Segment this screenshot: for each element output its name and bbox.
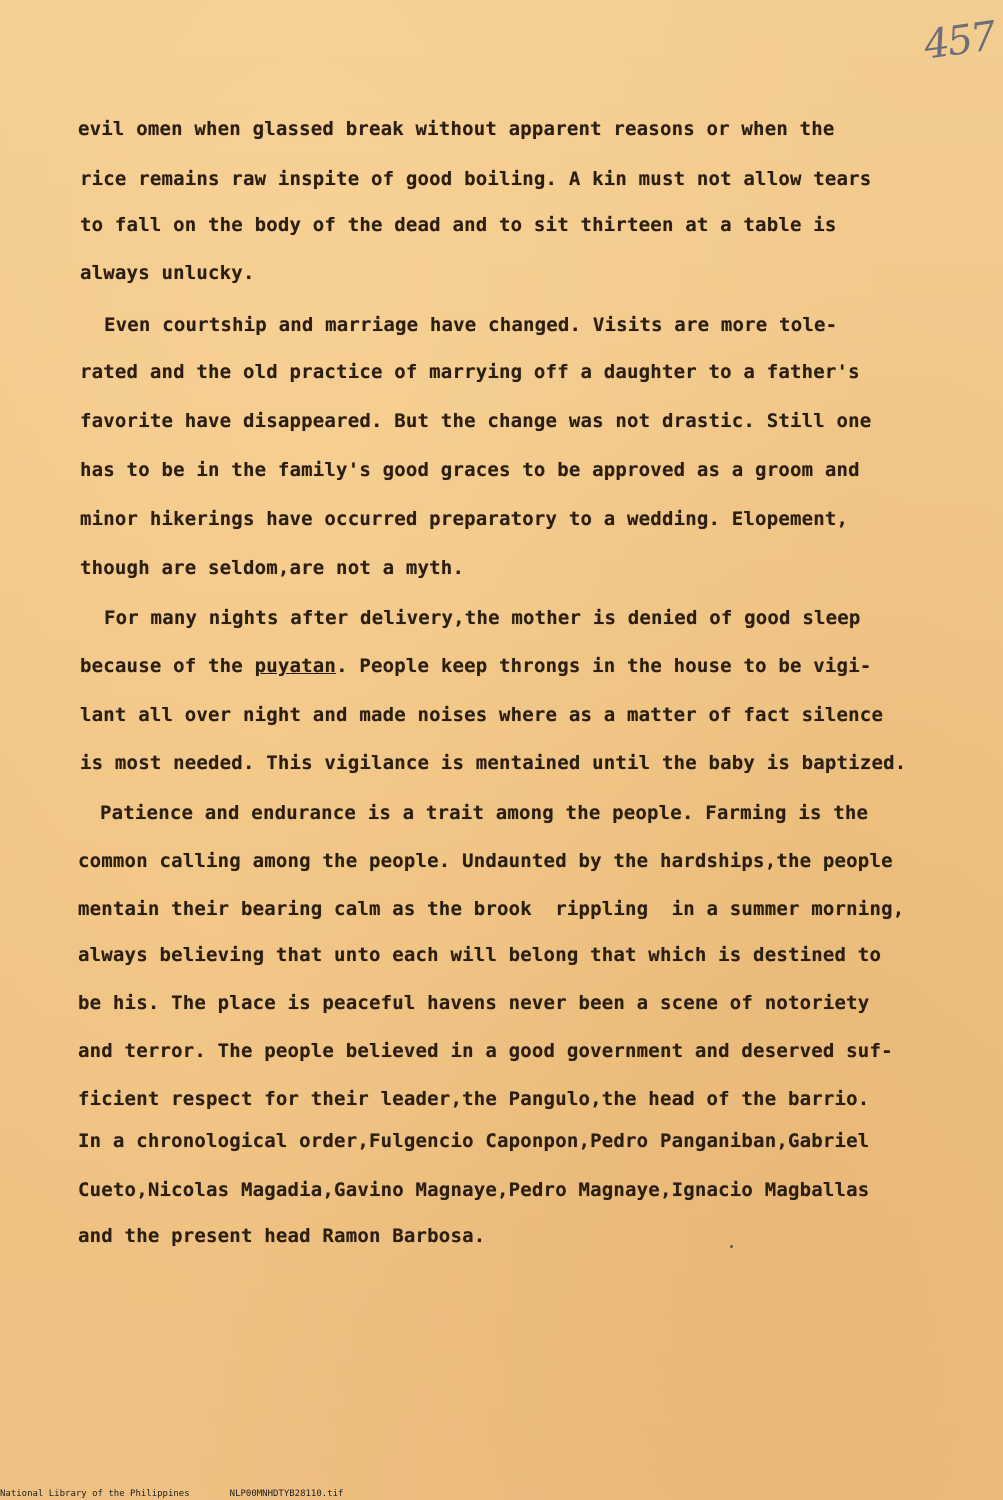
text-line-6: rated and the old practice of marrying off a daughter to a father's [80, 361, 860, 383]
text-line-11: For many nights after delivery,the mother is denied of good sleep [104, 607, 861, 629]
text-line-7: favorite have disappeared. But the change was not drastic. Still one [80, 410, 872, 432]
page-number: 457 [921, 13, 998, 69]
footer-file: NLP00MNHDTYB28110.tif [229, 1489, 344, 1499]
puyatan-word: puyatan [254, 655, 337, 677]
text-line-21: ficient respect for their leader,the Pangulo,the head of the barrio. [78, 1088, 870, 1110]
text-line-1: evil omen when glassed break without apparent reasons or when the [78, 118, 835, 140]
text-line-12-after: . People keep throngs in the house to be vigi- [336, 655, 872, 677]
text-line-9: minor hikerings have occurred preparatory to a wedding. Elopement, [80, 508, 849, 530]
text-line-18: always believing that unto each will belong that which is destined to [78, 944, 882, 966]
text-line-4: always unlucky. [80, 262, 255, 284]
footer-institution: National Library of the Philippines [0, 1489, 190, 1499]
text-line-14: is most needed. This vigilance is mentained until the baby is baptized. [80, 752, 907, 774]
text-line-5: Even courtship and marriage have changed. Visits are more tole- [104, 314, 838, 336]
text-line-20: and terror. The people believed in a good government and deserved suf- [78, 1040, 893, 1062]
text-line-24: and the present head Ramon Barbosa. [78, 1225, 486, 1247]
text-line-2: rice remains raw inspite of good boiling. A kin must not allow tears [80, 168, 872, 190]
text-line-12 [80, 655, 871, 677]
text-line-15: Patience and endurance is a trait among the people. Farming is the [100, 802, 869, 824]
text-line-8: has to be in the family's good graces to be approved as a groom and [80, 459, 860, 481]
footer [0, 1489, 383, 1499]
text-line-10: though are seldom,are not a myth. [80, 557, 465, 579]
text-line-23: Cueto,Nicolas Magadia,Gavino Magnaye,Pedro Magnaye,Ignacio Magballas [78, 1179, 870, 1201]
ink-speck [730, 1245, 733, 1248]
text-line-12-before: because of the [80, 655, 255, 677]
text-line-13: lant all over night and made noises where as a matter of fact silence [80, 704, 884, 726]
text-line-3: to fall on the body of the dead and to sit thirteen at a table is [80, 214, 837, 236]
text-line-16: common calling among the people. Undaunted by the hardships,the people [78, 850, 893, 872]
text-line-19: be his. The place is peaceful havens never been a scene of notoriety [78, 992, 870, 1014]
text-line-22: In a chronological order,Fulgencio Caponpon,Pedro Panganiban,Gabriel [78, 1130, 870, 1152]
text-line-17: mentain their bearing calm as the brook rippling in a summer morning, [78, 898, 905, 920]
